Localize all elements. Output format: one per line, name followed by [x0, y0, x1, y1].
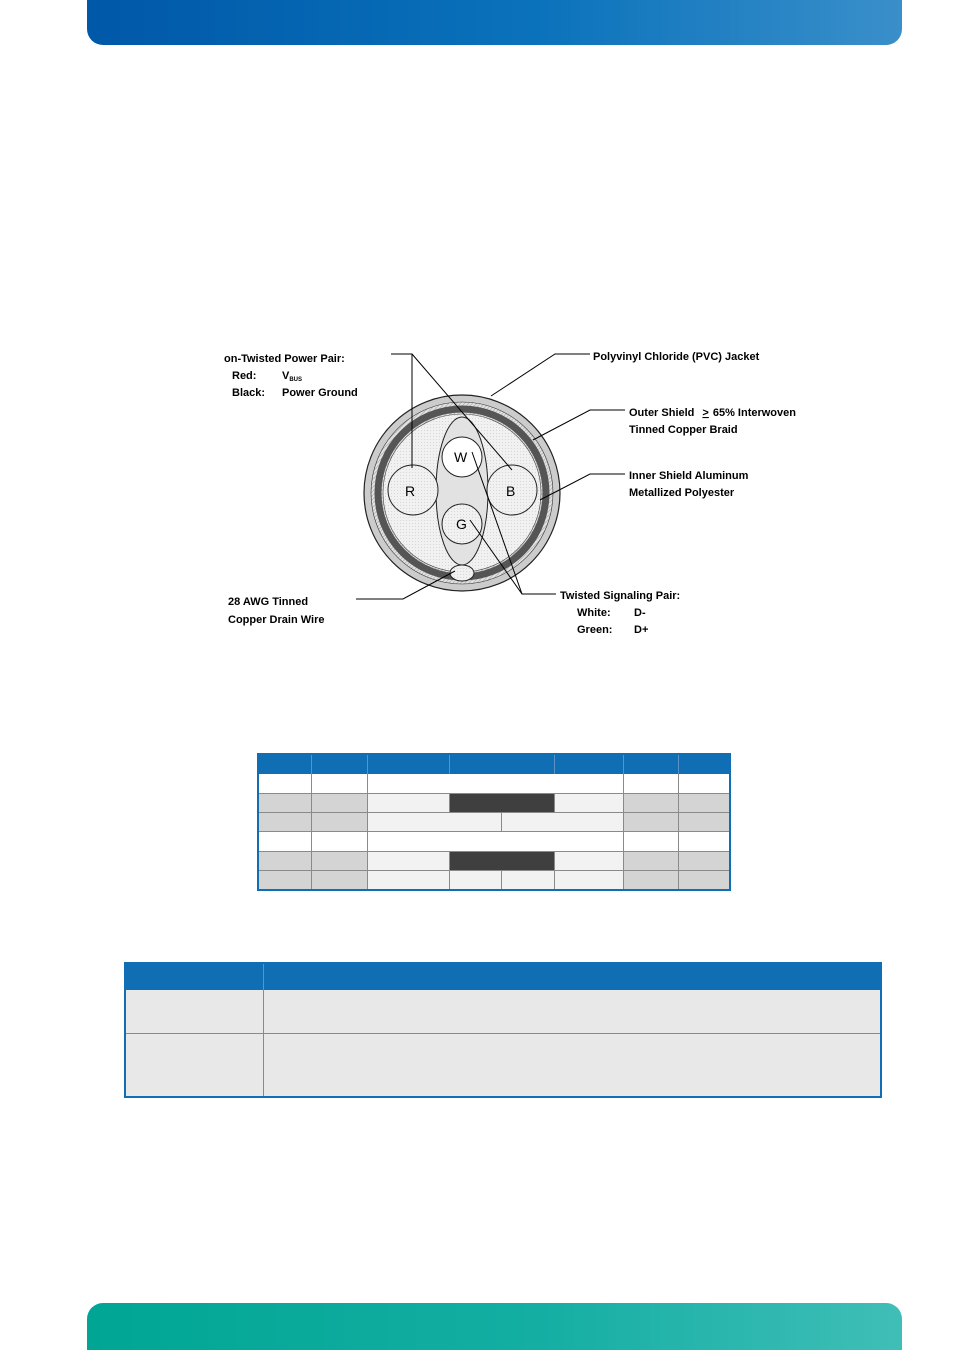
power-pair-black-label: Black: [232, 387, 266, 399]
grid-cell [679, 852, 729, 871]
grid-cell [555, 852, 624, 871]
inner-shield-label-2: Metallized Polyester [629, 487, 735, 499]
grid-cell [502, 871, 555, 889]
desc-row-2-col-2 [264, 1034, 880, 1096]
grid-cell [259, 852, 312, 871]
signal-pair-white-label: White: [577, 607, 611, 619]
grid-cell [259, 774, 312, 794]
grid-cell [679, 871, 729, 889]
jacket-label: Polyvinyl Chloride (PVC) Jacket [593, 351, 760, 363]
grid-cell [312, 852, 368, 871]
grid-header-cell [679, 755, 729, 774]
grid-cell [312, 832, 368, 852]
grid-cell [368, 871, 450, 889]
desc-header-col-1 [126, 964, 264, 990]
grid-cell [368, 852, 450, 871]
conductor-red-label: R [405, 483, 416, 499]
grid-header-cell [624, 755, 679, 774]
power-pair-red-label: Red: [232, 370, 257, 382]
grid-cell [259, 871, 312, 889]
grid-cell [624, 794, 679, 813]
inner-shield-label: Inner Shield Aluminum [629, 470, 749, 482]
grid-cell [368, 832, 624, 852]
grid-cell [450, 871, 502, 889]
grid-cell [679, 832, 729, 852]
grid-cell [259, 832, 312, 852]
grid-cell [368, 813, 502, 832]
signal-pair-white-value: D- [634, 607, 646, 619]
outer-shield-label: Outer Shield > 65% Interwoven [629, 407, 796, 419]
power-pair-black-value: Power Ground [282, 387, 358, 399]
signal-pair-green-label: Green: [577, 624, 613, 636]
desc-header-col-2 [264, 964, 880, 990]
desc-row-1-col-2 [264, 990, 880, 1034]
grid-cell [312, 794, 368, 813]
grid-cell [312, 871, 368, 889]
grid-cell [312, 774, 368, 794]
leader-outer-shield [533, 410, 625, 440]
power-pair-red-value: VBUS [282, 370, 303, 383]
signal-grid-table [257, 753, 731, 891]
grid-cell [259, 813, 312, 832]
grid-cell [624, 852, 679, 871]
grid-cell [624, 813, 679, 832]
grid-cell [259, 794, 312, 813]
grid-cell [624, 832, 679, 852]
power-pair-title: on-Twisted Power Pair: [224, 353, 345, 365]
signal-pair-title: Twisted Signaling Pair: [560, 590, 681, 602]
grid-cell [502, 813, 624, 832]
drain-wire [450, 565, 474, 581]
grid-cell [555, 871, 624, 889]
grid-cell [368, 794, 450, 813]
leader-jacket [491, 354, 590, 396]
grid-header-cell [555, 755, 624, 774]
drain-wire-label: 28 AWG Tinned [228, 596, 309, 608]
grid-cell [312, 813, 368, 832]
grid-cell [555, 794, 624, 813]
drain-wire-label-2: Copper Drain Wire [228, 614, 325, 626]
conductor-white-label: W [454, 449, 468, 465]
description-table [124, 962, 882, 1098]
grid-cell [368, 774, 624, 794]
grid-header-cell [259, 755, 312, 774]
signal-pair-green-value: D+ [634, 624, 649, 636]
page-footer-bar [87, 1303, 902, 1350]
grid-cell [624, 774, 679, 794]
conductor-black-label: B [506, 483, 516, 499]
grid-cell [679, 774, 729, 794]
desc-row-1-col-1 [126, 990, 264, 1034]
grid-cell [679, 794, 729, 813]
desc-row-2-col-1 [126, 1034, 264, 1096]
conductor-green-label: G [456, 516, 467, 532]
grid-cell [679, 813, 729, 832]
outer-shield-label-2: Tinned Copper Braid [629, 424, 738, 436]
grid-cell-dark [450, 794, 555, 813]
grid-cell-dark [450, 852, 555, 871]
grid-header-cell [312, 755, 368, 774]
grid-header-cell [368, 755, 450, 774]
grid-cell [624, 871, 679, 889]
grid-header-cell [450, 755, 555, 774]
